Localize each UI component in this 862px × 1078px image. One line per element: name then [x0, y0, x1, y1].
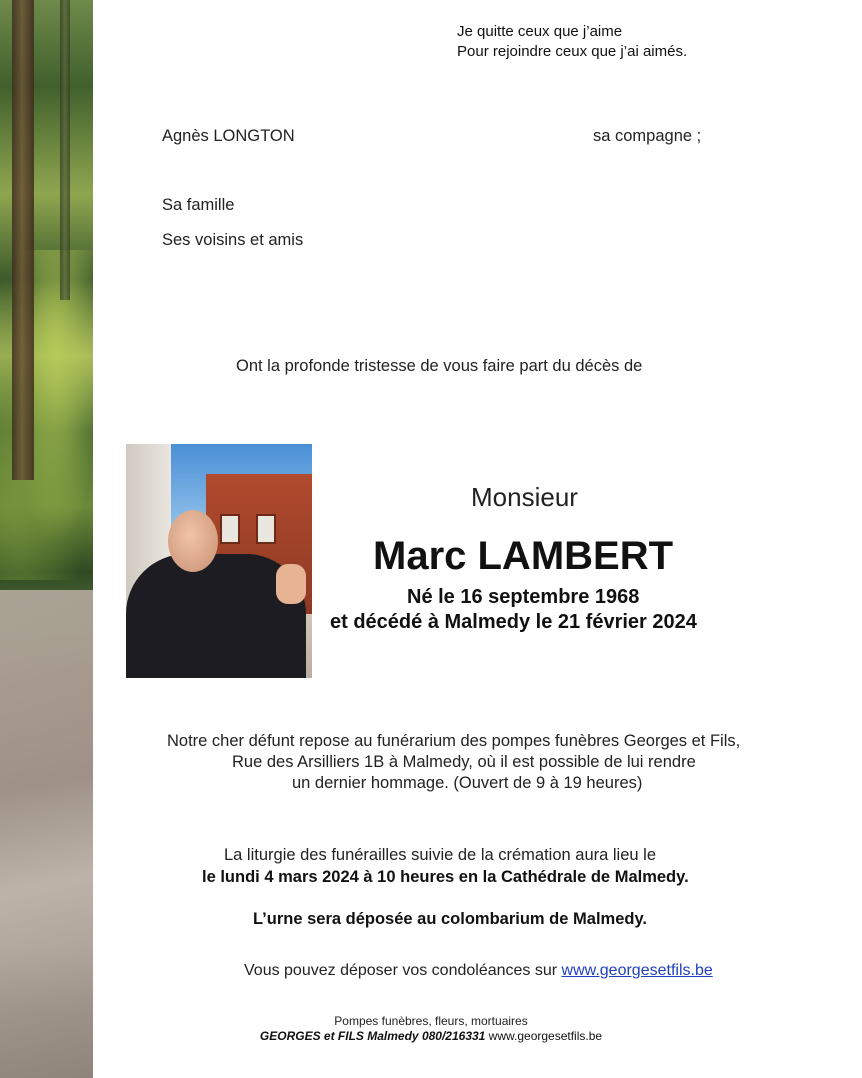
poem: [457, 22, 687, 62]
footer-line-2: [0, 1029, 862, 1043]
tree-trunk-thin: [60, 0, 70, 300]
poem-line-1: Je quitte ceux que j’aime: [457, 23, 623, 40]
footer-company: GEORGES et FILS Malmedy 080/216331: [259, 1029, 486, 1043]
deceased-name: Marc LAMBERT: [373, 534, 674, 578]
condolences-link[interactable]: www.georgesetfils.be: [561, 962, 713, 979]
rest-line-2: Rue des Arsilliers 1B à Malmedy, où il est possible de lui rendre: [232, 753, 696, 771]
deceased-died: et décédé à Malmedy le 21 février 2024: [330, 611, 697, 633]
person-head: [168, 510, 218, 572]
tree-trunk: [12, 0, 34, 480]
condolences-text: Vous pouvez déposer vos condoléances sur: [244, 962, 562, 979]
condolences-line: [244, 962, 713, 980]
funeral-line-2: le lundi 4 mars 2024 à 10 heures en la Cathédrale de Malmedy.: [202, 868, 689, 886]
person-hand: [276, 564, 306, 604]
rest-line-3: un dernier hommage. (Ouvert de 9 à 19 heures): [292, 774, 643, 792]
rest-line-1: Notre cher défunt repose au funérarium des pompes funèbres Georges et Fils,: [167, 732, 741, 750]
footer-line-1: Pompes funèbres, fleurs, mortuaires: [334, 1014, 528, 1028]
mourner-friends: Ses voisins et amis: [162, 231, 304, 249]
poem-line-2: Pour rejoindre ceux que j’ai aimés.: [457, 43, 688, 60]
mourner-family: Sa famille: [162, 196, 235, 214]
gravel-path: [0, 590, 93, 1078]
funeral-line-1: La liturgie des funérailles suivie de la crémation aura lieu le: [224, 846, 656, 864]
portrait-photo: [126, 444, 312, 678]
deceased-born: Né le 16 septembre 1968: [407, 586, 640, 608]
mourner-name: Agnès LONGTON: [162, 127, 295, 145]
announcement-text: Ont la profonde tristesse de vous faire part du décès de: [236, 357, 643, 375]
deceased-title: Monsieur: [471, 482, 578, 512]
forest-path-photo: [0, 0, 93, 1078]
urn-text: L’urne sera déposée au colombarium de Malmedy.: [253, 910, 647, 928]
mourner-relation: sa compagne ;: [593, 127, 702, 145]
footer-website: www.georgesetfils.be: [485, 1029, 603, 1043]
